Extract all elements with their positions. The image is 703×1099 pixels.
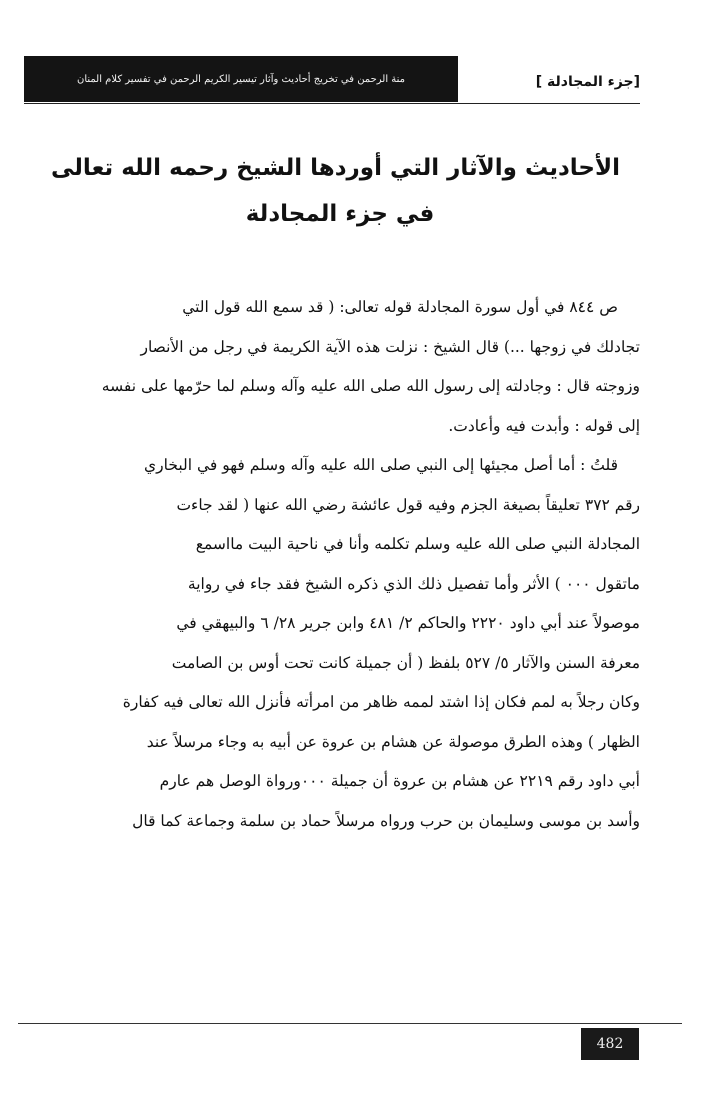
chapter-title — [51, 145, 620, 237]
body-line: موصولاً عند أبي داود ٢٢٢٠ والحاكم ٢/ ٤٨١ وابن جرير ٢٨/ ٦ والبيهقي في — [176, 614, 640, 632]
body-line: معرفة السنن والآثار ٥/ ٥٢٧ بلفظ ( أن جميلة كانت تحت أوس بن الصامت — [171, 653, 640, 672]
page-header — [24, 56, 640, 102]
footer-divider — [18, 1023, 682, 1024]
body-line: وزوجته قال : وجادلته إلى رسول الله صلى الله عليه وآله وسلم لما حرّمها على نفسه — [101, 377, 640, 395]
body-line: أبي داود رقم ٢٢١٩ عن هشام بن عروة أن جميلة ٠٠٠ورواة الوصل هم عارم — [159, 772, 640, 790]
page-number: 482 — [596, 1036, 624, 1052]
page-number-box — [581, 1028, 639, 1060]
running-head: [جزء المجادلة ] — [535, 74, 640, 90]
chapter-title-line-1: الأحاديث والآثار التي أوردها الشيخ رحمه الله تعالى — [51, 155, 620, 181]
body-line: رقم ٣٧٢ تعليقاً بصيغة الجزم وفيه قول عائشة رضي الله عنها ( لقد جاءت — [176, 495, 640, 514]
body-line: ص ٨٤٤ في أول سورة المجادلة قوله تعالى: ( قد سمع الله قول التي — [182, 298, 618, 316]
book-title: منة الرحمن في تخريج أحاديث وآثار تيسير الكريم الرحمن في تفسير كلام المنان — [76, 73, 406, 85]
book-title-bar — [24, 56, 458, 102]
chapter-title-line-2: في جزء المجادلة — [245, 201, 435, 227]
body-line: وأسد بن موسى وسليمان بن حرب ورواه مرسلاً حماد بن سلمة وجماعة كما قال — [132, 811, 640, 830]
body-line: الظهار ) وهذه الطرق موصولة عن هشام بن عروة عن أبيه به وجاء مرسلاً عند — [146, 732, 640, 751]
body-line: إلى قوله : وأبدت فيه وأعادت. — [448, 416, 640, 435]
body-line: ماتقول ٠٠٠ ) الأثر وأما تفصيل ذلك الذي ذكره الشيخ فقد جاء في رواية — [187, 574, 640, 593]
body-line: وكان رجلاً به لمم فكان إذا اشتد لممه ظاهر من امرأته فأنزل الله تعالى فيه كفارة — [122, 693, 640, 711]
header-divider — [24, 103, 640, 104]
body-line: قلتُ : أما أصل مجيئها إلى النبي صلى الله عليه وآله وسلم فهو في البخاري — [143, 456, 618, 474]
body-text — [28, 288, 640, 841]
body-line: تجادلك في زوجها ...) قال الشيخ : نزلت هذه الآية الكريمة في رجل من الأنصار — [140, 337, 640, 356]
body-line: المجادلة النبي صلى الله عليه وسلم تكلمه وأنا في ناحية البيت مااسمع — [195, 535, 640, 553]
